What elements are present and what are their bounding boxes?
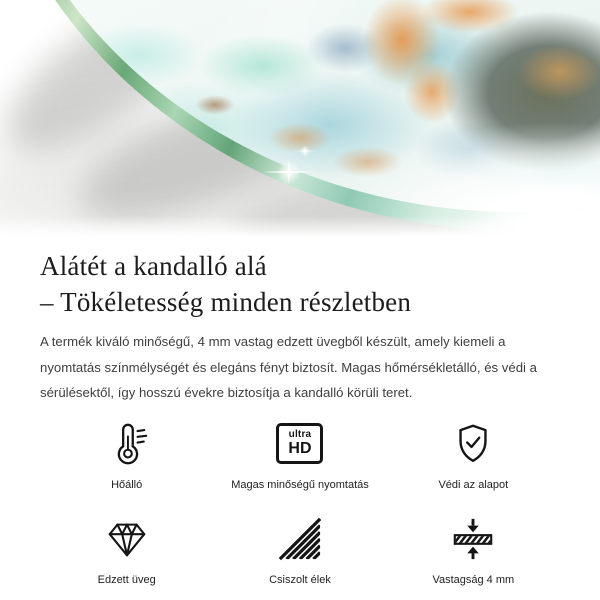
ultra-hd-icon <box>276 421 323 467</box>
product-text-block <box>0 240 600 586</box>
feature-label: Edzett üveg <box>97 573 156 586</box>
feature-protects-base <box>387 421 560 491</box>
thermometer-icon <box>104 421 150 467</box>
feature-label: Védi az alapot <box>438 478 509 491</box>
feature-print-quality <box>213 421 386 491</box>
ultra-hd-badge-top: ultra <box>288 429 312 440</box>
feature-label: Hőálló <box>111 478 143 491</box>
ultra-hd-badge-bottom: HD <box>288 440 312 457</box>
product-description: A termék kiváló minőségű, 4 mm vastag edzett üvegből készült, amely kiemeli a nyomtatás színmélységét és elegáns fényt biztosít. Magas hőmérsékletálló, és védi a sérülésektől, így hosszú évekre biztosítja a kandalló körüli teret. <box>40 334 537 400</box>
ultra-hd-badge <box>276 423 323 464</box>
product-image <box>0 0 600 240</box>
feature-thickness <box>387 516 560 586</box>
title-line2: – Tökéletesség minden részletben <box>40 287 412 317</box>
polished-edges-icon <box>277 516 323 562</box>
page-title <box>40 240 560 320</box>
diamond-icon <box>104 516 150 562</box>
feature-heat-resistant <box>40 421 213 491</box>
feature-label: Magas minőségű nyomtatás <box>231 478 369 491</box>
feature-polished-edges <box>213 516 386 586</box>
feature-label: Vastagság 4 mm <box>432 573 515 586</box>
shield-check-icon <box>450 421 496 467</box>
features-grid <box>40 421 560 586</box>
title-line1: Alátét a kandalló alá <box>40 251 267 281</box>
thickness-icon <box>450 516 496 562</box>
highlight-fade <box>380 168 600 240</box>
feature-tempered-glass <box>40 516 213 586</box>
feature-label: Csiszolt élek <box>269 573 331 586</box>
